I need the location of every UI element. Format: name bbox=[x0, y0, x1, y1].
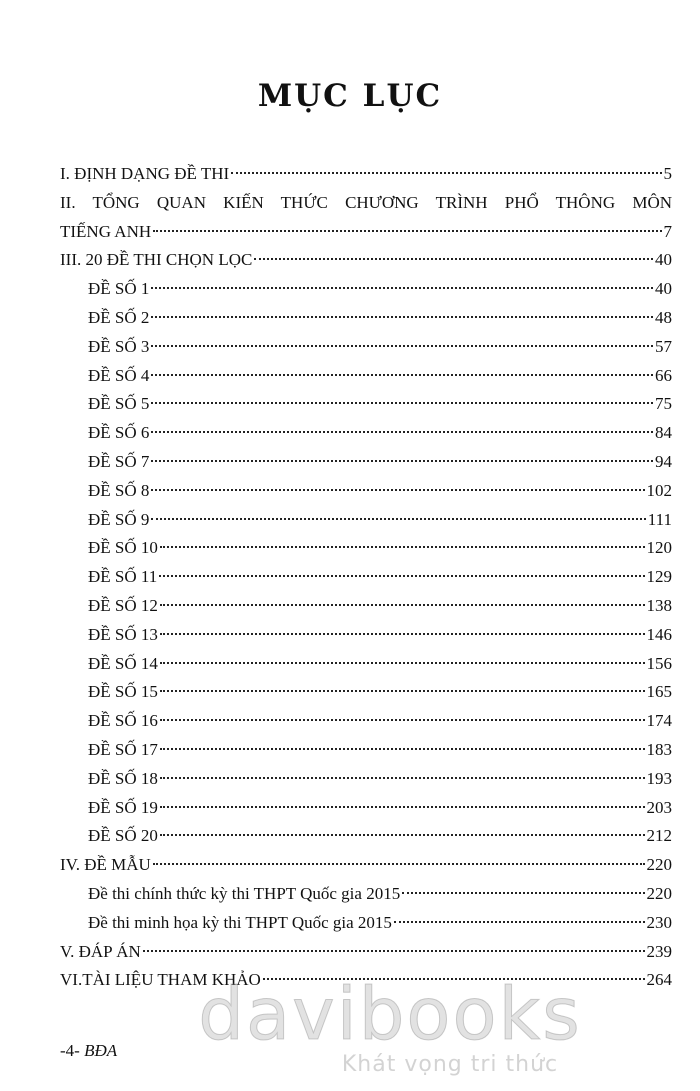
toc-label: Đề thi chính thức kỳ thi THPT Quốc gia 2015 bbox=[88, 883, 401, 903]
toc-entry[interactable] bbox=[60, 736, 672, 765]
watermark-brand: davibooks bbox=[198, 972, 582, 1056]
toc-label: ĐỀ SỐ 4 bbox=[88, 365, 150, 385]
dot-leader bbox=[160, 719, 645, 721]
toc-entry-section-3[interactable] bbox=[60, 246, 672, 275]
toc-page: 40 bbox=[655, 279, 672, 299]
toc-page: 165 bbox=[646, 682, 672, 702]
toc-page: 220 bbox=[646, 883, 672, 903]
toc-page: 230 bbox=[646, 912, 672, 932]
toc-entry-section-4[interactable] bbox=[60, 851, 672, 880]
toc-entry[interactable] bbox=[60, 448, 672, 477]
page-number: -4- bbox=[60, 1041, 80, 1060]
dot-leader bbox=[160, 748, 645, 750]
page-title: MỤC LỤC bbox=[257, 78, 443, 114]
toc-page: 138 bbox=[646, 595, 672, 615]
toc-page: 120 bbox=[646, 538, 672, 558]
dot-leader bbox=[402, 892, 644, 894]
toc-entry[interactable] bbox=[60, 333, 672, 362]
dot-leader bbox=[143, 950, 645, 952]
dot-leader bbox=[160, 633, 645, 635]
toc-label: ĐỀ SỐ 5 bbox=[88, 394, 150, 414]
toc-entry[interactable] bbox=[60, 390, 672, 419]
dot-leader bbox=[153, 863, 645, 865]
dot-leader bbox=[151, 402, 653, 404]
toc-label: ĐỀ SỐ 13 bbox=[88, 624, 158, 644]
toc-page: 40 bbox=[655, 250, 672, 270]
toc-label: ĐỀ SỐ 6 bbox=[88, 423, 150, 443]
toc-entry[interactable] bbox=[60, 592, 672, 621]
toc-page: 7 bbox=[663, 221, 672, 241]
dot-leader bbox=[160, 604, 645, 606]
toc-entry-section-2[interactable] bbox=[60, 189, 672, 247]
toc-label: ĐỀ SỐ 15 bbox=[88, 682, 158, 702]
toc-page: 203 bbox=[646, 797, 672, 817]
exam-list bbox=[60, 275, 672, 851]
toc-label: ĐỀ SỐ 17 bbox=[88, 739, 158, 759]
toc-page: 94 bbox=[655, 451, 672, 471]
toc-page: 75 bbox=[655, 394, 672, 414]
toc-page: 129 bbox=[646, 567, 672, 587]
toc-label: III. 20 ĐỀ THI CHỌN LỌC bbox=[60, 250, 253, 270]
dot-leader bbox=[254, 258, 653, 260]
toc-entry[interactable] bbox=[60, 678, 672, 707]
toc-label: ĐỀ SỐ 11 bbox=[88, 567, 158, 587]
dot-leader bbox=[151, 345, 653, 347]
toc-page: 264 bbox=[646, 970, 672, 990]
toc-label: ĐỀ SỐ 8 bbox=[88, 480, 150, 500]
dot-leader bbox=[151, 431, 653, 433]
toc-page: 102 bbox=[646, 480, 672, 500]
toc-entry[interactable] bbox=[60, 650, 672, 679]
toc-page: 111 bbox=[647, 509, 672, 529]
toc-entry[interactable] bbox=[60, 275, 672, 304]
toc-entry[interactable] bbox=[60, 794, 672, 823]
toc-label: Đề thi minh họa kỳ thi THPT Quốc gia 2015 bbox=[88, 912, 392, 932]
watermark-tagline: Khát vọng tri thức bbox=[341, 1052, 559, 1077]
dot-leader bbox=[151, 518, 645, 520]
toc-label: ĐỀ SỐ 9 bbox=[88, 509, 150, 529]
dot-leader bbox=[160, 806, 645, 808]
dot-leader bbox=[160, 834, 645, 836]
toc-label: ĐỀ SỐ 19 bbox=[88, 797, 158, 817]
toc-entry[interactable] bbox=[60, 822, 672, 851]
toc-entry-section-1[interactable] bbox=[60, 160, 672, 189]
toc-page: 5 bbox=[663, 164, 672, 183]
toc-page: 84 bbox=[655, 423, 672, 443]
toc-page: 48 bbox=[655, 307, 672, 327]
toc-entry[interactable] bbox=[60, 909, 672, 938]
toc-page: 193 bbox=[646, 768, 672, 788]
dot-leader bbox=[160, 662, 645, 664]
toc-page: 146 bbox=[646, 624, 672, 644]
toc-page: 183 bbox=[646, 739, 672, 759]
toc-page: 57 bbox=[655, 336, 672, 356]
toc-label: ĐỀ SỐ 10 bbox=[88, 538, 158, 558]
toc-page: 174 bbox=[646, 711, 672, 731]
toc-page: 239 bbox=[646, 941, 672, 961]
toc-label: IV. ĐỀ MẪU bbox=[60, 855, 151, 875]
toc-entry[interactable] bbox=[60, 765, 672, 794]
toc-entry[interactable] bbox=[60, 563, 672, 592]
dot-leader bbox=[160, 690, 645, 692]
dot-leader bbox=[394, 921, 645, 923]
dot-leader bbox=[151, 374, 653, 376]
toc-label: I. ĐỊNH DẠNG ĐỀ THI bbox=[60, 164, 230, 183]
toc-label: VI.TÀI LIỆU THAM KHẢO bbox=[60, 970, 261, 990]
page-footer bbox=[60, 1041, 117, 1061]
toc-label: ĐỀ SỐ 12 bbox=[88, 595, 158, 615]
toc-entry[interactable] bbox=[60, 880, 672, 909]
toc-entry[interactable] bbox=[60, 707, 672, 736]
toc-label: ĐỀ SỐ 7 bbox=[88, 451, 150, 471]
dot-leader bbox=[151, 287, 653, 289]
series-code: BĐA bbox=[84, 1041, 118, 1060]
toc-label: V. ĐÁP ÁN bbox=[60, 941, 141, 961]
dot-leader bbox=[151, 489, 644, 491]
dot-leader bbox=[159, 575, 644, 577]
toc-entry[interactable] bbox=[60, 621, 672, 650]
toc-label: ĐỀ SỐ 18 bbox=[88, 768, 158, 788]
dot-leader bbox=[153, 230, 661, 232]
toc-label: ĐỀ SỐ 14 bbox=[88, 653, 158, 673]
toc-page: 220 bbox=[646, 855, 672, 875]
toc-entry[interactable] bbox=[60, 534, 672, 563]
table-of-contents bbox=[60, 160, 672, 995]
dot-leader bbox=[151, 460, 653, 462]
toc-entry[interactable] bbox=[60, 304, 672, 333]
dot-leader bbox=[160, 777, 645, 779]
toc-page: 212 bbox=[646, 826, 672, 846]
toc-page: 156 bbox=[646, 653, 672, 673]
toc-entry[interactable] bbox=[60, 419, 672, 448]
toc-label: ĐỀ SỐ 3 bbox=[88, 336, 150, 356]
sample-exam-list bbox=[60, 880, 672, 938]
toc-entry[interactable] bbox=[60, 506, 672, 535]
toc-label: ĐỀ SỐ 20 bbox=[88, 826, 158, 846]
toc-entry[interactable] bbox=[60, 477, 672, 506]
dot-leader bbox=[160, 546, 645, 548]
toc-label: ĐỀ SỐ 1 bbox=[88, 279, 150, 299]
toc-label: ĐỀ SỐ 16 bbox=[88, 711, 158, 731]
toc-entry[interactable] bbox=[60, 362, 672, 391]
toc-label: ĐỀ SỐ 2 bbox=[88, 307, 150, 327]
toc-page: 66 bbox=[655, 365, 672, 385]
toc-label: II. TỔNG QUAN KIẾN THỨC CHƯƠNG TRÌNH PHỔ THÔNG MÔN bbox=[60, 192, 672, 212]
dot-leader bbox=[151, 316, 653, 318]
dot-leader bbox=[231, 172, 661, 174]
toc-entry-section-5[interactable] bbox=[60, 938, 672, 967]
toc-label-continued: TIẾNG ANH bbox=[60, 221, 152, 241]
